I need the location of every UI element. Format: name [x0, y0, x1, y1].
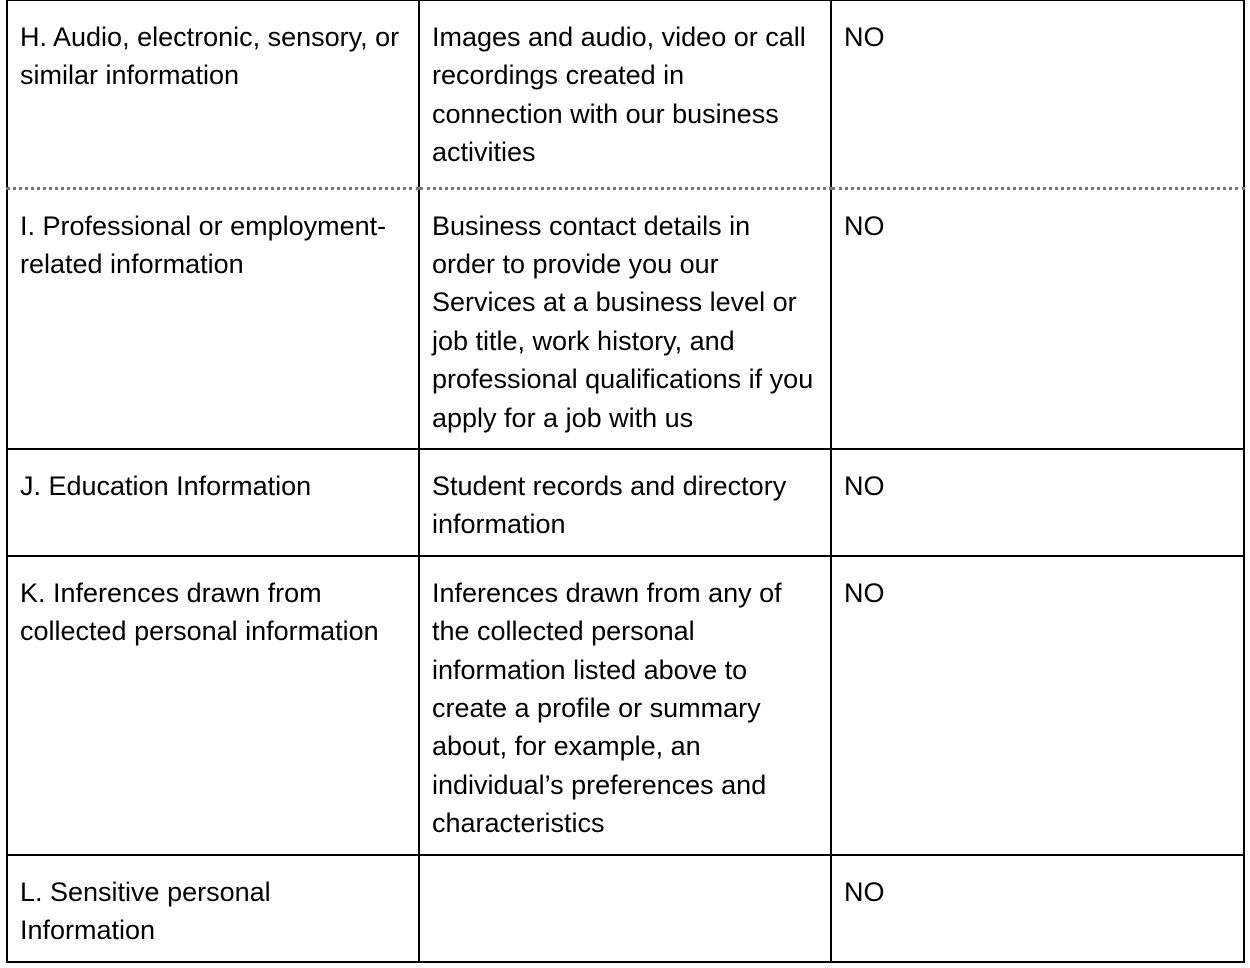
collected-cell: [831, 855, 1244, 962]
personal-information-table: [6, 0, 1245, 963]
examples-cell: [419, 556, 831, 855]
examples-cell: [419, 188, 831, 449]
category-cell: [7, 188, 419, 449]
table-row: [7, 449, 1244, 556]
category-text: J. Education Information: [20, 471, 312, 501]
category-text: I. Professional or employment-related information: [20, 210, 387, 279]
examples-text: Student records and directory information: [432, 471, 787, 540]
examples-cell: [419, 449, 831, 556]
table-row: [7, 556, 1244, 855]
collected-text: NO: [844, 876, 885, 907]
category-cell: [7, 449, 419, 556]
collected-cell: [831, 188, 1244, 449]
examples-text: Images and audio, video or call recordings created in connection with our business activities: [432, 22, 806, 168]
category-text: H. Audio, electronic, sensory, or similar information: [20, 22, 400, 91]
collected-cell: [831, 556, 1244, 855]
collected-text: NO: [844, 210, 885, 241]
category-cell: [7, 855, 419, 962]
table-row: [7, 0, 1244, 188]
examples-text: Business contact details in order to provide you our Services at a business level or job title, work history, and professional qualifications if you apply for a job with us: [432, 210, 814, 433]
examples-cell: [419, 0, 831, 188]
category-cell: [7, 556, 419, 855]
collected-text: NO: [844, 577, 885, 608]
category-text: L. Sensitive personal Information: [20, 876, 271, 946]
examples-cell: [419, 855, 831, 962]
category-cell: [7, 0, 419, 188]
category-text: K. Inferences drawn from collected personal information: [20, 577, 379, 647]
examples-text: Inferences drawn from any of the collected personal information listed above to create a profile or summary about, for example, an individual’s preferences and characteristics: [432, 577, 782, 839]
table-row: [7, 188, 1244, 449]
collected-text: NO: [844, 471, 885, 501]
collected-text: NO: [844, 22, 885, 52]
table-row: [7, 855, 1244, 962]
collected-cell: [831, 0, 1244, 188]
collected-cell: [831, 449, 1244, 556]
